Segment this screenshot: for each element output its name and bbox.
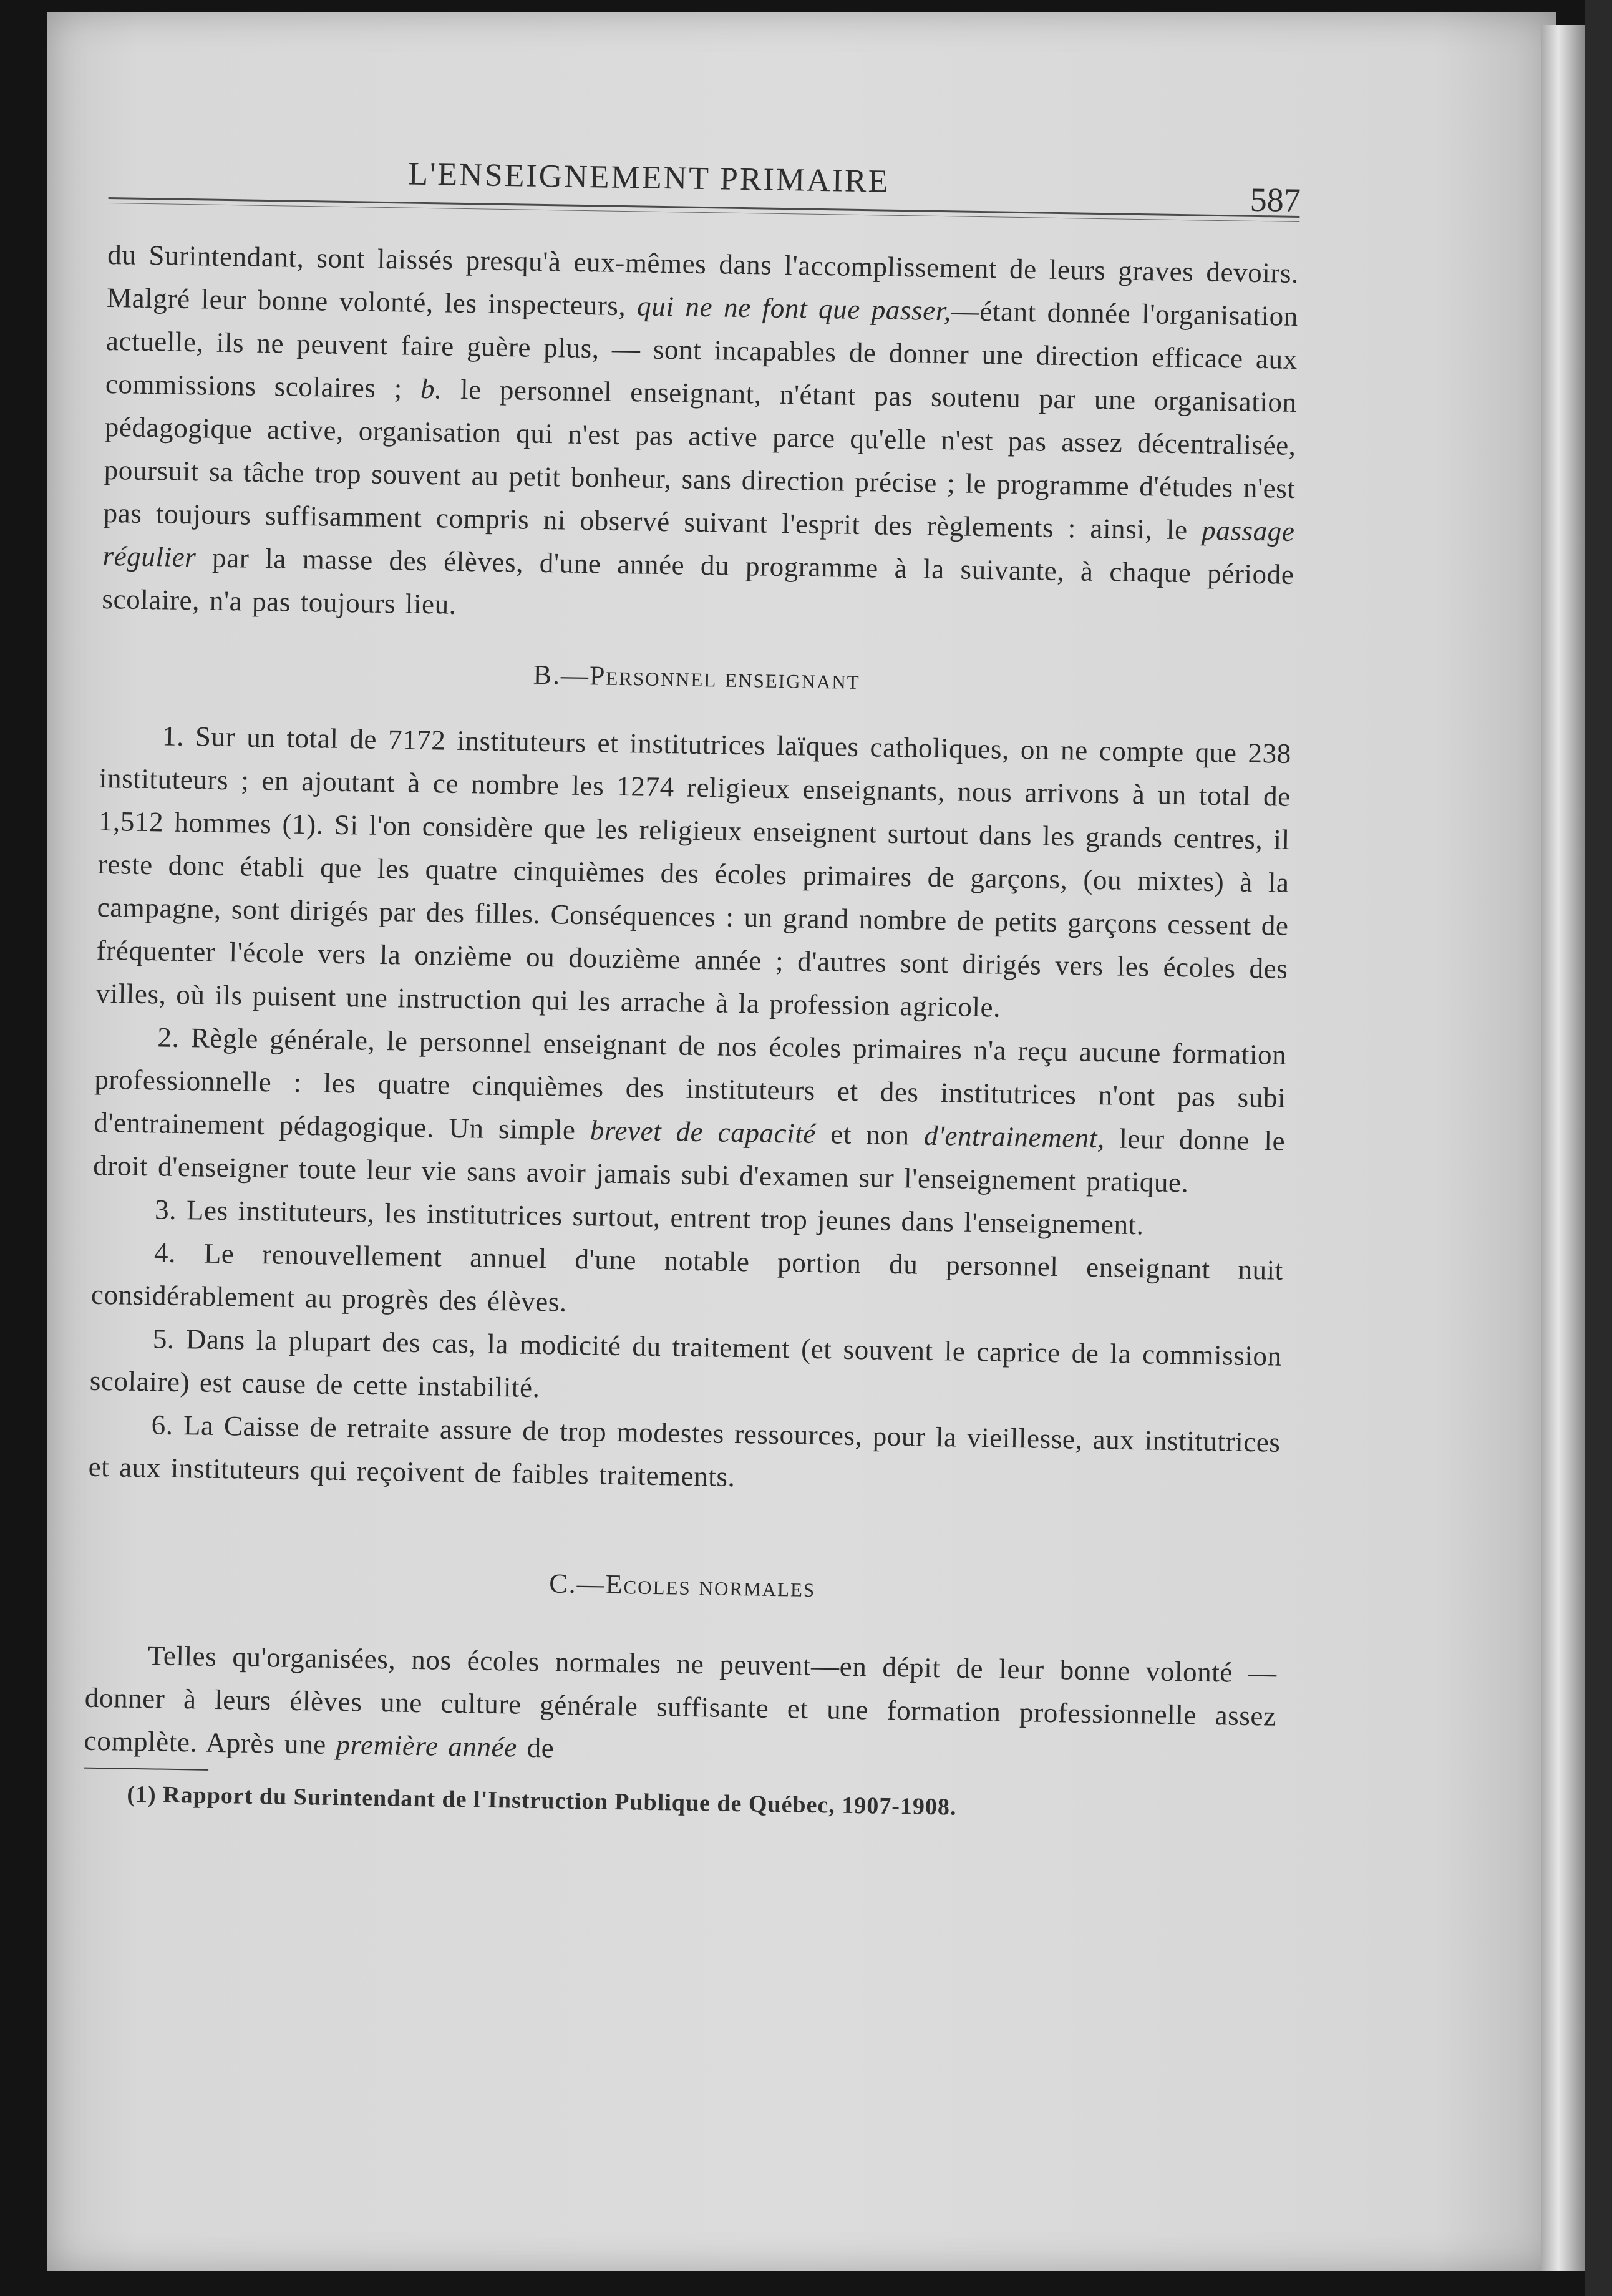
c1-italic-1: première année [336,1729,518,1763]
page-number: 587 [1250,180,1301,220]
intro-paragraph [102,233,1299,640]
section-heading-b: B.—Personnel enseignant [533,659,861,696]
section-heading-c: C.—Ecoles normales [548,1568,816,1603]
page-content [83,144,1301,1829]
intro-italic-1: qui ne ne font que passer, [636,290,952,327]
scan-border [1585,0,1612,2296]
paragraph-b3: 3. Les instituteurs, les institutrices surtout, entrent trop jeunes dans l'enseignement. [154,1194,1144,1241]
b2-text-2: et non [815,1117,925,1151]
c1-text-2: de [517,1731,555,1764]
intro-italic-2: b. [420,372,443,405]
paragraph-b6: 6. La Caisse de retraite assure de trop modestes ressources, pour la vieillesse, aux institutrices et aux instituteurs qui reçoivent de faibles traitements. [88,1409,1281,1493]
intro-text-3: le personnel enseignant, n'étant pas soutenu par une organisation pédagogique active, organisation qui n'est pas active parce qu'elle n'est pas assez décentralisée, poursuit sa tâche trop souvent au petit bonheur, sans direction précise ; le programme d'études n'est pas toujours suffisamment compris ni observé suivant l'esprit des règlements : ainsi, le [103,373,1298,546]
paragraph-b4: 4. Le renouvellement annuel d'une notable portion du personnel enseignant nuit considérablement au progrès des élèves. [90,1237,1284,1318]
running-title: L'ENSEIGNEMENT PRIMAIRE [407,156,890,200]
page-edge [1541,25,1585,2271]
intro-text-4: par la masse des élèves, d'une année du programme à la suivante, à chaque période scolaire, n'a pas toujours lieu. [102,542,1294,620]
c1-text-1: Telles qu'organisées, nos écoles normales ne peuvent—en dépit de leur bonne volonté — donner à leurs élèves une culture générale suffisante et une formation professionnelle assez complète. Après une [84,1640,1278,1761]
intro-italic-3: passage régulier [102,514,1295,573]
intro-text-2: —étant donnée l'organisation actuelle, ils ne peuvent faire guère plus, — sont incapables de donner une direction efficace aux commissions scolaires ; [105,295,1299,404]
paragraph-b1: 1. Sur un total de 7172 instituteurs et institutrices laïques catholiques, on ne compte que 238 instituteurs ; en ajoutant à ce nombre les 1274 religieux enseignants, nous arrivons à un total de 1,512 hommes (1). Si l'on considère que les religieux enseignent surtout dans les grands centres, il reste donc établi que les quatre cinquièmes des écoles primaires de garçons, (ou mixtes) à la campagne, sont dirigés par des filles. Conséquences : un grand nombre de petits garçons cessent de fréquenter l'école vers la onzième ou douzième année ; d'autres sont dirigés vers les écoles des villes, où ils puisent une instruction qui les arrache à la profession agricole. [95,720,1292,1023]
b2-italic-1: brevet de capacité [590,1114,817,1149]
b2-text-1: 2. Règle générale, le personnel enseignant de nos écoles primaires n'a reçu aucune formation professionnelle : les quatre cinquièmes des instituteurs et des institutrices n'ont pas subi d'entrainement pédagogique. Un simple [93,1021,1287,1146]
paragraph-b5: 5. Dans la plupart des cas, la modicité du traitement (et souvent le caprice de la commission scolaire) est cause de cette instabilité. [89,1323,1283,1404]
paragraph-c1 [84,1633,1277,1781]
b2-text-3: leur donne le droit d'enseigner toute leur vie sans avoir jamais subi d'examen sur l'enseignement pratique. [92,1122,1286,1199]
footnote-rule [84,1768,208,1771]
paragraph-b2 [93,1015,1287,1206]
intro-text-1: du Surintendant, sont laissés presqu'à eux-mêmes dans l'accomplissement de leurs graves devoirs. Malgré leur bonne volonté, les inspecteurs, [106,238,1299,322]
footnote: (1) Rapport du Surintendant de l'Instruction Publique de Québec, 1907-1908. [127,1781,957,1821]
b2-italic-2: d'entrainement, [923,1119,1105,1154]
